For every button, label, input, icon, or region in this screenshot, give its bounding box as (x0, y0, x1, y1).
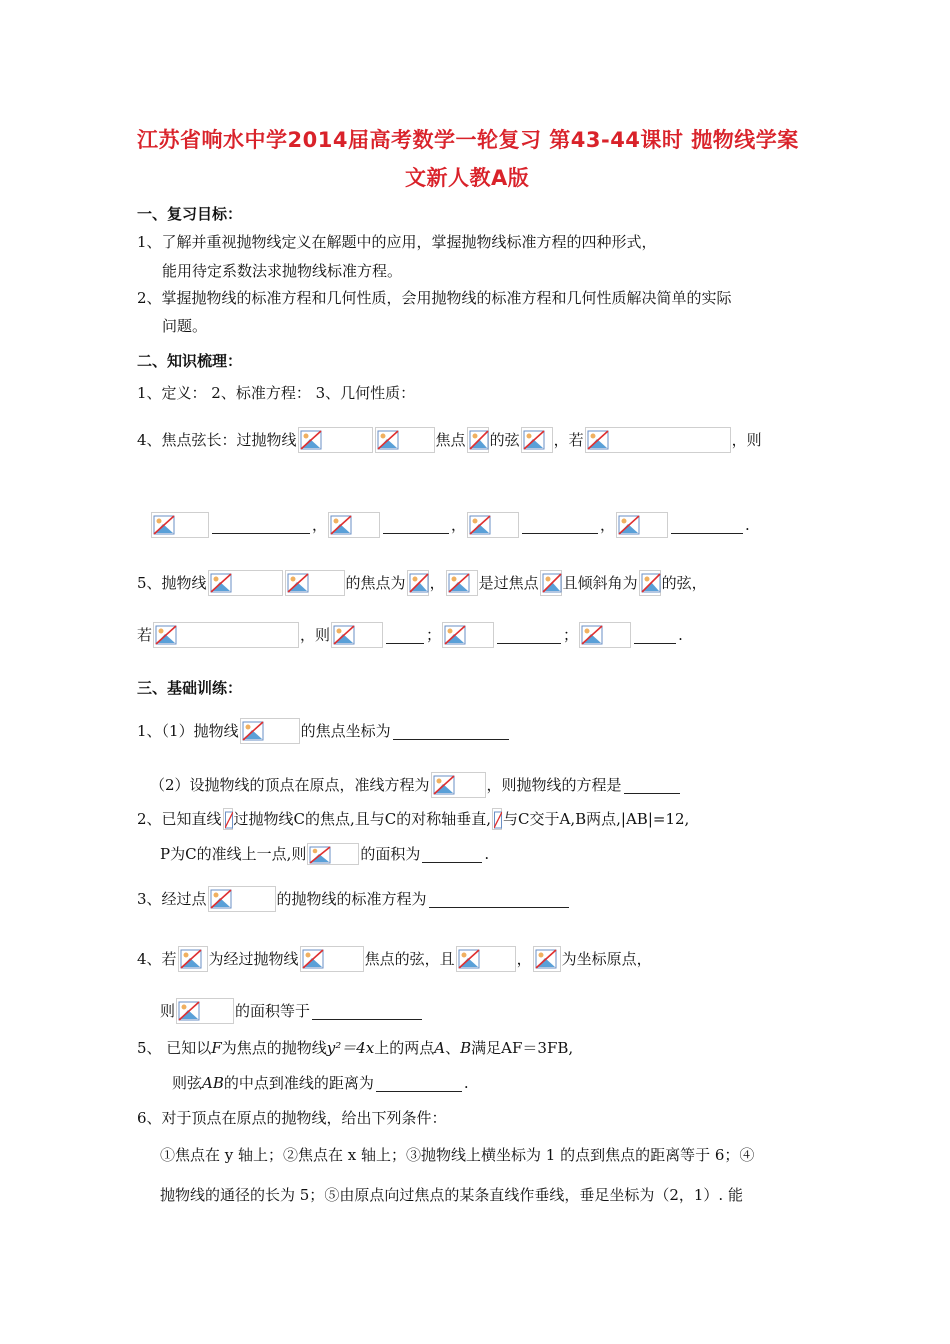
answer-blank[interactable] (671, 517, 743, 534)
text: 上的两点 (374, 1039, 435, 1057)
practice-q5-b (172, 1072, 469, 1093)
answer-blank[interactable] (386, 627, 424, 644)
text: 5、 已知以 (137, 1039, 212, 1057)
answer-blank[interactable] (429, 891, 569, 908)
separator: . (745, 516, 750, 534)
answer-blank[interactable] (212, 517, 310, 534)
formula-image-icon (521, 427, 553, 453)
text: 则弦 (172, 1074, 203, 1092)
answer-blank[interactable] (634, 627, 676, 644)
formula-image-icon (178, 946, 208, 972)
formula-image-icon (208, 570, 283, 596)
formula-image-icon (616, 512, 668, 538)
formula-image-icon (492, 808, 502, 830)
text: 的弦 (489, 431, 520, 449)
formula-image-icon (446, 570, 478, 596)
text: 3、经过点 (137, 890, 207, 908)
section-heading-practice: 三、基础训练： (137, 679, 243, 697)
answer-blank[interactable] (422, 846, 482, 863)
text: ，则抛物线的方程是 (486, 776, 622, 794)
formula-image-icon (208, 886, 276, 912)
formula-image-icon (533, 946, 561, 972)
practice-q1-2 (150, 772, 682, 798)
answer-blank[interactable] (312, 1003, 422, 1020)
formula-image-icon (176, 998, 234, 1024)
formula-image-icon (240, 718, 300, 744)
formula-image-icon (300, 946, 364, 972)
text: 焦点的弦，且 (364, 950, 455, 968)
text: （2）设抛物线的顶点在原点，准线方程为 (150, 776, 430, 794)
text: 为经过抛物线 (208, 950, 299, 968)
text: 的焦点为 (345, 574, 406, 592)
text: . (484, 845, 490, 863)
formula-image-icon (223, 808, 233, 830)
goal-item-2a: 2、掌握抛物线的标准方程和几何性质，会用抛物线的标准方程和几何性质解决简单的实际 (137, 289, 732, 307)
text: 为焦点的抛物线 (221, 1039, 327, 1057)
text: ， (516, 950, 532, 968)
practice-q5-a (137, 1037, 573, 1058)
text: ， (429, 574, 445, 592)
formula-image-icon (639, 570, 661, 596)
text: 满足AF＝3FB, (471, 1039, 574, 1057)
separator: . (678, 626, 683, 644)
separator: ， (600, 516, 616, 534)
section-heading-knowledge: 二、知识梳理： (137, 352, 243, 370)
text: 过抛物线C的焦点,且与C的对称轴垂直, (233, 810, 492, 828)
answer-blank[interactable] (393, 723, 509, 740)
page-title-line2: 文新人教A版 (405, 166, 530, 190)
practice-q6-a: 6、对于顶点在原点的抛物线，给出下列条件： (137, 1109, 447, 1127)
text: 2、已知直线 (137, 810, 222, 828)
text: ，则 (731, 431, 762, 449)
text: 且倾斜角为 (562, 574, 638, 592)
text: ，则 (300, 626, 331, 644)
text: 为坐标原点， (561, 950, 652, 968)
answer-blank[interactable] (376, 1075, 462, 1092)
text: 若 (137, 626, 153, 644)
practice-q6-b: ①焦点在 y 轴上；②焦点在 x 轴上；③抛物线上横坐标为 1 的点到焦点的距离等于 6；④ (160, 1146, 755, 1164)
practice-q2-a (137, 808, 689, 830)
formula-image-icon (431, 772, 486, 798)
practice-q3 (137, 886, 571, 912)
text: 的面积为 (360, 845, 421, 863)
text: 与C交于A,B两点,|AB|=12, (503, 810, 690, 828)
answer-blank[interactable] (497, 627, 561, 644)
formula-image-icon (151, 512, 209, 538)
formula-image-icon (307, 843, 359, 865)
formula-image-icon (285, 570, 345, 596)
goal-item-2b: 问题。 (162, 317, 208, 335)
knowledge-item-5b (137, 622, 683, 648)
math-equation: y²＝4x (326, 1039, 375, 1057)
formula-image-icon (153, 622, 299, 648)
knowledge-item-5 (137, 570, 707, 596)
formula-image-icon (442, 622, 494, 648)
text: 的抛物线的标准方程为 (276, 890, 427, 908)
text: 则 (160, 1002, 176, 1020)
math-var: B (460, 1039, 472, 1057)
answer-blank[interactable] (624, 777, 680, 794)
text: 4、若 (137, 950, 177, 968)
formula-image-icon (467, 427, 489, 453)
separator: ， (451, 516, 467, 534)
text: . (463, 1074, 469, 1092)
formula-image-icon (331, 622, 383, 648)
formula-image-icon (298, 427, 373, 453)
practice-q4-b (160, 998, 424, 1024)
formula-image-icon (375, 427, 435, 453)
text: 焦点 (435, 431, 466, 449)
math-var: F (211, 1039, 222, 1057)
formula-image-icon (585, 427, 731, 453)
formula-image-icon (579, 622, 631, 648)
practice-q2-b (160, 843, 489, 865)
goal-item-1a: 1、了解并重视抛物线定义在解题中的应用，掌握抛物线标准方程的四种形式， (137, 233, 657, 251)
text: 、 (445, 1039, 461, 1057)
answer-blank[interactable] (522, 517, 598, 534)
text: 4、焦点弦长：过抛物线 (137, 431, 297, 449)
text: 是过焦点 (478, 574, 539, 592)
text: 的面积等于 (235, 1002, 311, 1020)
separator: ； (563, 626, 579, 644)
formula-image-icon (467, 512, 519, 538)
practice-q1-1 (137, 718, 511, 744)
text: ，若 (553, 431, 584, 449)
text: 的中点到准线的距离为 (223, 1074, 374, 1092)
formula-image-icon (456, 946, 516, 972)
formula-image-icon (407, 570, 429, 596)
formula-image-icon (540, 570, 562, 596)
text: 的焦点坐标为 (300, 722, 391, 740)
separator: ， (312, 516, 328, 534)
practice-q6-c: 抛物线的通径的长为 5；⑤由原点向过焦点的某条直线作垂线，垂足坐标为（2，1）. 能 (160, 1186, 743, 1204)
answer-blank[interactable] (383, 517, 449, 534)
knowledge-item-4-answers (150, 512, 750, 538)
formula-image-icon (328, 512, 380, 538)
text: 1、（1）抛物线 (137, 722, 239, 740)
math-var: A (434, 1039, 446, 1057)
text: 的弦， (661, 574, 707, 592)
page-title-line1: 江苏省响水中学2014届高考数学一轮复习 第43-44课时 抛物线学案 (137, 128, 799, 152)
section-heading-goals: 一、复习目标： (137, 205, 243, 223)
math-var: AB (202, 1074, 224, 1092)
goal-item-1b: 能用待定系数法求抛物线标准方程。 (162, 262, 403, 280)
separator: ； (426, 626, 442, 644)
text: 5、抛物线 (137, 574, 207, 592)
practice-q4-a (137, 946, 652, 972)
knowledge-item-4 (137, 427, 762, 453)
text: P为C的准线上一点,则 (160, 845, 307, 863)
knowledge-item-1-3: 1、定义： 2、标准方程： 3、几何性质： (137, 384, 416, 402)
